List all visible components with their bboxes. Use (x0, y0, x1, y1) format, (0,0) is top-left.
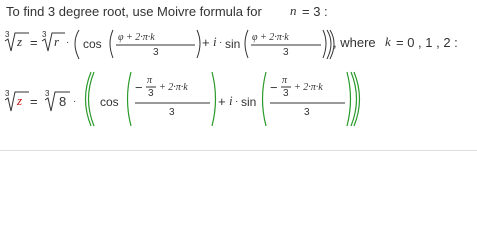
formula2-dot-2: · (235, 96, 239, 107)
formula2-cos-num-tail: + 2·π·k (159, 82, 188, 93)
formula1-plus: + (202, 35, 210, 50)
formula2-sin-minus: − (270, 80, 278, 95)
formula2-root-index: 3 (5, 89, 10, 98)
formula1-sin-denominator: 3 (283, 47, 289, 58)
formula2-root-index-8: 3 (45, 89, 50, 98)
formula1-equals: = (30, 35, 38, 50)
formula1-cos-numerator: φ + 2·π·k (118, 32, 155, 43)
formula1-sin: sin (225, 37, 241, 51)
formula2-cos-pi: π (147, 75, 153, 86)
formula2-plus: + (218, 94, 226, 109)
formula2-z: z (17, 93, 23, 108)
intro-n-var: n (290, 3, 297, 18)
formula2-dot: · (73, 96, 77, 107)
formula1-z: z (17, 34, 23, 49)
formula2-cos-pi-den: 3 (148, 88, 154, 99)
formula1-i: i (213, 34, 217, 49)
formula2-radicand: 8 (59, 94, 67, 109)
formula1-root-index-r: 3 (42, 30, 47, 39)
intro-text: To find 3 degree root, use Moivre formula for (6, 4, 262, 19)
formula2-sin: sin (241, 95, 257, 109)
formula1-r: r (54, 34, 60, 49)
formula1-cos-denominator: 3 (153, 47, 159, 58)
formula1-dot-2: · (219, 37, 223, 48)
bottom-divider (0, 150, 477, 151)
formula1-cos: cos (83, 37, 102, 51)
formula1-dot: · (66, 37, 70, 48)
formula1-root-index: 3 (5, 30, 10, 39)
formula1-k-values: = 0 , 1 , 2 : (396, 35, 458, 50)
formula2-cos: cos (100, 95, 119, 109)
formula2-cos-minus: − (135, 80, 143, 95)
formula2-sin-pi-den: 3 (283, 88, 289, 99)
formula2-sin-num-tail: + 2·π·k (294, 82, 323, 93)
formula2-i: i (229, 93, 233, 108)
formula2-cos-denominator: 3 (169, 107, 175, 118)
formula2-sin-pi: π (282, 75, 288, 86)
formula1-k-var: k (385, 34, 391, 49)
formula2-sin-denominator: 3 (304, 107, 310, 118)
formula1-sin-numerator: φ + 2·π·k (252, 32, 289, 43)
formula2-equals: = (30, 94, 38, 109)
intro-equals-three: = 3 : (302, 4, 328, 19)
formula1-where: , where (333, 35, 376, 50)
